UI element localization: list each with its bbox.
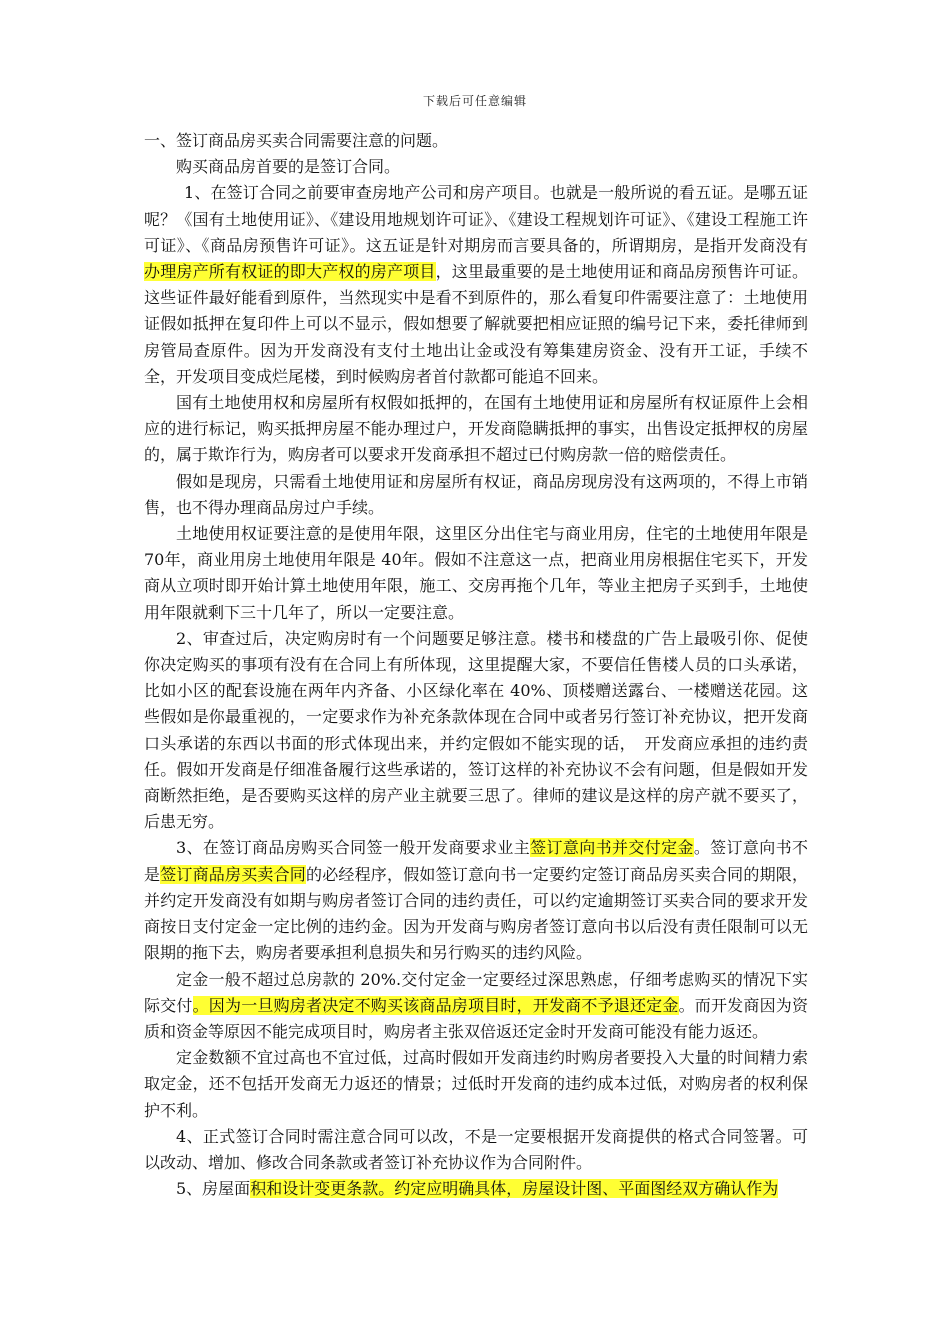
- text-run: 。而开发商因为资质和资金等原因不能完成项目时，购房者主张双倍返还定金时开发商可能没有能力返还。: [144, 995, 808, 1041]
- paragraph-1: [144, 180, 808, 390]
- paragraph-8: 定金数额不宜过高也不宜过低，过高时假如开发商违约时购房者要投入大量的时间精力索取定金，还不包括开发商无力返还的情景；过低时开发商的违约成本过低，对购房者的权利保护不利。: [144, 1048, 808, 1120]
- text-run: 3、在签订商品房购买合同签一般开发商要求业主: [176, 838, 531, 858]
- highlighted-text: 签订商品房买卖合同: [160, 864, 306, 884]
- paragraph-9: 4、正式签订合同时需注意合同可以改，不是一定要根据开发商提供的格式合同签署。可以改动、增加、修改合同条款或者签订补充协议作为合同附件。: [144, 1126, 808, 1172]
- paragraph-7: [144, 967, 808, 1046]
- highlighted-text: 签订意向书并交付定金: [530, 838, 694, 858]
- paragraph-5: 2、审查过后，决定购房时有一个问题要足够注意。楼书和楼盘的广告上最吸引你、促使你决定购买的事项有没有在合同上有所体现，这里提醒大家，不要信任售楼人员的口头承诺，比如小区的配套设施在两年内齐备、小区绿化率在 40%、顶楼赠送露台、一楼赠送花园。这些假如是你最重视的，一定要求作为补充条款体现在合同中或者另行签订补充协议，把开发商口头承诺的东西以书面的形式体现出来，并约定假如不能实现的话， 开发商应承担的违约责任。假如开发商是仔细准备履行这些承诺的，签订这样的补充协议不会有问题，但是假如开发商断然拒绝，是否要购买这样的房产业主就要三思了。律师的建议是这样的房产就不要买了，后患无穷。: [144, 628, 808, 832]
- paragraph-intro: 购买商品房首要的是签订合同。: [176, 157, 401, 177]
- text-run: 。签订意向书不是: [144, 838, 808, 884]
- document-body: [144, 128, 808, 1202]
- text-run: 5、房屋面: [176, 1179, 251, 1199]
- section-heading: 一、签订商品房买卖合同需要注意的问题。: [144, 131, 449, 150]
- paragraph-3: 假如是现房，只需看土地使用证和房屋所有权证，商品房现房没有这两项的，不得上市销售，也不得办理商品房过户手续。: [144, 471, 808, 517]
- highlighted-text: 办理房产所有权证的即大产权的房产项目: [144, 262, 436, 282]
- text-run: 的必经程序，假如签订意向书一定要约定签订商品房买卖合同的期限，并约定开发商没有如期与购房者签订合同的违约责任，可以约定逾期签订买卖合同的要求开发商按日支付定金一定比例的违约金。因为开发商与购房者签订意向书以后没有责任限制可以无限期的拖下去，购房者要承担利息损失和另行购买的违约风险。: [144, 864, 808, 963]
- highlighted-text: 积和设计变更条款。约定应明确具体，房屋设计图、平面图经双方确认作为: [250, 1179, 779, 1199]
- paragraph-6: [144, 835, 808, 966]
- paragraph-4: 土地使用权证要注意的是使用年限，这里区分出住宅与商业用房，住宅的土地使用年限是 70年，商业用房土地使用年限是 40年。假如不注意这一点，把商业用房根据住宅买下，开发商从立项时即开始计算土地使用年限，施工、交房再拖个几年，等业主把房子买到手，土地使用年限就剩下三十几年了，所以一定要注意。: [144, 524, 808, 622]
- paragraph-10: [144, 1176, 808, 1202]
- page-header: 下载后可任意编辑: [422, 94, 527, 108]
- paragraph-2: 国有土地使用权和房屋所有权假如抵押的，在国有土地使用证和房屋所有权证原件上会相应的进行标记，购买抵押房屋不能办理过户，开发商隐瞒抵押的事实，出售设定抵押权的房屋的，属于欺诈行为，购房者可以要求开发商承担不超过已付购房款一倍的赔偿责任。: [144, 393, 808, 465]
- text-run: 1、在签订合同之前要审查房地产公司和房产项目。也就是一般所说的看五证。是哪五证呢？《国有土地使用证》、《建设用地规划许可证》、《建设工程规划许可证》、《建设工程施工许可证》、《商品房预售许可证》。这五证是针对期房而言要具备的，所谓期房，是指开发商没有: [144, 183, 808, 255]
- highlighted-text: 。因为一旦购房者决定不购买该商品房项目时，开发商不予退还定金: [192, 995, 679, 1015]
- text-run: ，这里最重要的是土地使用证和商品房预售许可证。这些证件最好能看到原件，当然现实中是看不到原件的，那么看复印件需要注意了：土地使用证假如抵押在复印件上可以不显示，假如想要了解就要把相应证照的编号记下来，委托律师到房管局查原件。因为开发商没有支付土地出让金或没有筹集建房资金、没有开工证，手续不全，开发项目变成烂尾楼，到时候购房者首付款都可能追不回来。: [144, 262, 808, 386]
- text-run: 定金一般不超过总房款的 20%.交付定金一定要经过深思熟虑，仔细考虑购买的情况下实际交付: [144, 969, 808, 1015]
